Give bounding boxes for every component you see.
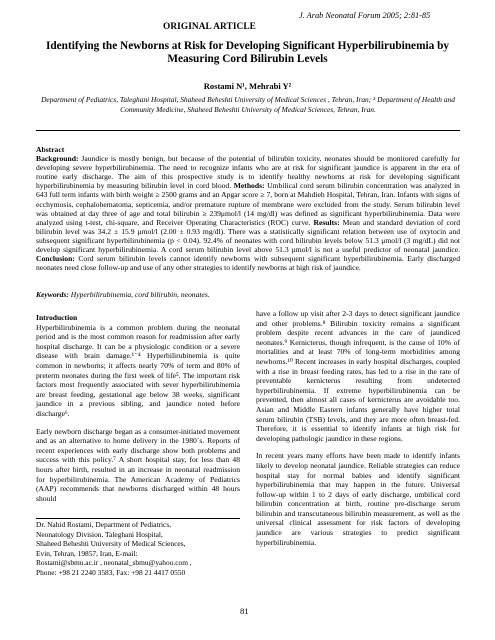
results-text: Mean and standard deviation of cord bilirubin level was 34.2 ± 15.9 μmol/l (2.00 ± 0.93 mg/dl). There was a statistically significant relation between use of oxytocin and subsequent significant hyperbilirubinemia (p < 0.04). 92.4% of neonates with cord bilirubin levels below 51.3 μmol/l (3 mg/dL) did not develop significant hyperbilirubinemia. A cord serum bilirubin level above 51.3 μmol/l is not a useful predictor of neonatal jaundice. — [36, 217, 461, 255]
header-divider — [36, 130, 460, 131]
background-text: Jaundice is mostly benign, but because of the potential of bilirubin toxicity, neonates should be monitored carefully for developing severe hyperbilirubinemia. The need to recognize infants who are at risk for significant jaundice is apparent in the era of routine early discharge. The aim of this prospective study is to identify healthy newborns at risk for developing significant hyperbilirubinemia by measuring bilirubin level in cord blood. — [36, 154, 460, 191]
abstract — [36, 145, 460, 272]
conclusion-label: Conclusion: — [36, 254, 75, 264]
left-column — [36, 313, 240, 511]
results-label: Results: — [313, 217, 340, 227]
correspondence-line: Phone: +98 21 2240 3583, Fax: +98 21 4417 0550 — [36, 567, 186, 577]
right-column — [256, 309, 460, 555]
intro-paragraph-3: have a follow up visit after 2-3 days to detect significant jaundice and other problems.⁸ Bilirubin toxicity remains a significant problem despite recent advances in the care of jaundiced neonates.⁹ Kernicterus, though infrequent, is the cause of 10% of mortalities and at least 70% of long-term morbidities among newborns.¹⁰ Recent increases in early hospital discharges, coupled with a rise in breast feeding rates, has led to a rise in the rate of preventable kernicterus resulting from undetected hyperbilirubinemia. If extreme hyperbilirubinemia can be prevented, then almost all cases of kernicterus are avoidable too. Asian and Middle Eastern infants generally have higher total serum bilirubin (TSB) levels, and they are more often breast-fed. Therefore, it is essential to identify infants at high risk for developing pathologic jaundice in these regions. — [256, 309, 460, 443]
keywords-text: Hyperbilirubinemia, cord bilirubin, neonates. — [68, 290, 210, 299]
correspondence-line: Evin, Tehran, 19857, Iran, E-mail: — [36, 548, 138, 558]
intro-paragraph-2: Early newborn discharge began as a consumer-initiated movement and as an alternative to home delivery in the 1980´s. Reports of recent experiences with early discharge show both problems and success with this policy.⁷ A short hospital stay, for less than 48 hours after birth, resulted in an increase in neonatal readmission for hyperbilirubinemia. The American Academy of Pediatrics (AAP) recommends that newborns discharged within 48 hours should — [36, 426, 240, 503]
affiliations: Department of Pediatrics, Taleghani Hospital, Shaheed Beheshti University of Medical Sciences , Tehran, Iran; ² Department of Health and Community Medicine, Shaheed Beheshti University of Medical Sciences, Tehran, Iran. — [41, 95, 455, 114]
page-number: 81 — [240, 606, 249, 616]
article-type: ORIGINAL ARTICLE — [163, 22, 256, 32]
correspondence-line: Shaheed Beheshti University of Medical Sciences, — [36, 539, 186, 548]
keywords-label: Keywords: — [36, 290, 69, 299]
intro-paragraph-4: In recent years many efforts have been made to identify infants likely to develop neonatal jaundice. Reliable strategies can reduce hospital stay for normal babies and identify significant hyperbilirubinemia that may happen in the future. Universal follow-up within 1 to 2 days of early discharge, umbilical cord bilirubin concentration at birth, routine pre-discharge serum bilirubin and transcutaneous bilirubin measurement, as well as the universal clinical assessment for risk factors of developing jaundice are various strategies to predict significant hyperbilirubinemia. — [256, 451, 460, 547]
abstract-heading: Abstract — [36, 145, 65, 154]
journal-citation: J. Arab Neonatal Forum 2005; 2:81-85 — [299, 11, 431, 20]
methods-text: Umbilical cord serum bilirubin concentration was analyzed in 643 full term infants with birth weight ≥ 2500 grams and an Apgar score ≥ 7, born at Mahdieh Hospital, Tehran, Iran. Infants with signs of ecchymosis, cephalohematoma, septicemia, and/or premature rupture of membrane were excluded from the study. Serum bilirubin level was obtained at day three of age and total bilirubin ≥ 239μmol/l (14 mg/dl) was defined as significant hyperbilirubinemia. Data were analyzed using t-test, chi-square, and Receiver Operating Characteristics (ROC) curve. — [36, 181, 460, 227]
article-title: Identifying the Newborns at Risk for Developing Significant Hyperbilirubinemia by Measuring Cord Bilirubin Levels — [45, 40, 450, 65]
background-label: Background: — [36, 154, 79, 164]
intro-paragraph-1: Hyperbilirubinemia is a common problem during the neonatal period and is the most common reason for readmission after early hospital discharge. It can be a physiologic condition or a severe disease with brain damage.¹⁻⁴ Hyperbilirubinemia is quite common in newborns; it affects nearly 70% of term and 80% of preterm neonates during the first week of life⁵. The important risk factors most frequently associated with sever hyperbilirubinemia are breast feeding, gestational age below 38 weeks, significant jaundice in a previous sibling, and jaundice noted before discharge⁶. — [36, 322, 240, 418]
correspondence-line: Dr. Nahid Rostami, Department of Pediatrics, — [36, 520, 172, 529]
conclusion-text: Cord serum bilirubin levels cannot identify newborns with subsequent significant hyperbilirubinemia. Early discharged neonates need close follow-up and use of any other strategies to identify newborns at high risk of jaundice. — [36, 254, 460, 273]
correspondence-line: Rostami@sbmu.ac.ir , neonatal_sbmu@yahoo.com , — [36, 558, 192, 567]
methods-label: Methods: — [233, 181, 265, 191]
authors: Rostami N¹, Mehrabi Y² — [203, 81, 292, 91]
introduction-heading: Introduction — [36, 313, 78, 322]
footnote-divider — [36, 518, 240, 519]
keywords — [36, 290, 460, 299]
correspondence-footnote — [36, 520, 246, 577]
correspondence-line: Neonatology Division, Taleghani Hospital, — [36, 529, 163, 539]
